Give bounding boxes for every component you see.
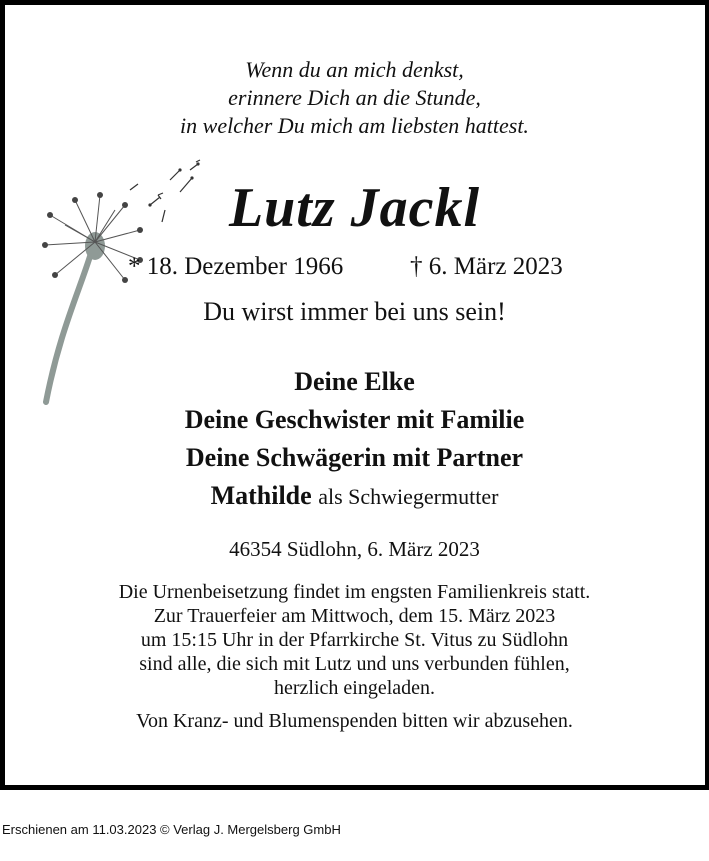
closing-line: Von Kranz- und Blumenspenden bitten wir abzusehen. bbox=[136, 710, 573, 732]
poem-line: in welcher Du mich am liebsten hattest. bbox=[180, 113, 529, 138]
mourner-relation: als Schwiegermutter bbox=[318, 484, 499, 509]
birth-date: * 18. Dezember 1966 bbox=[128, 253, 344, 280]
notice-line: Die Urnenbeisetzung findet im engsten Familienkreis statt. bbox=[118, 581, 591, 603]
mourner-line bbox=[0, 477, 709, 516]
mourners-list bbox=[0, 363, 709, 516]
deceased-name: Lutz Jackl bbox=[228, 177, 481, 239]
funeral-notice bbox=[0, 580, 709, 700]
motto: Du wirst immer bei uns sein! bbox=[203, 297, 506, 326]
poem-line: Wenn du an mich denkst, bbox=[245, 57, 464, 82]
notice-line: um 15:15 Uhr in der Pfarrkirche St. Vitus zu Südlohn bbox=[140, 629, 569, 651]
mourner-line: Deine Geschwister mit Familie bbox=[184, 405, 525, 434]
notice-line: herzlich eingeladen. bbox=[273, 677, 436, 699]
notice-line: Zur Trauerfeier am Mittwoch, dem 15. März 2023 bbox=[153, 605, 556, 627]
notice-line: sind alle, die sich mit Lutz und uns verbunden fühlen, bbox=[139, 653, 570, 675]
poem bbox=[0, 56, 709, 140]
place-date: 46354 Südlohn, 6. März 2023 bbox=[229, 537, 480, 561]
mourner-line: Deine Elke bbox=[294, 367, 415, 396]
death-date: † 6. März 2023 bbox=[410, 253, 563, 280]
mourner-name: Mathilde bbox=[210, 481, 312, 510]
publication-footer: Erschienen am 11.03.2023 © Verlag J. Mergelsberg GmbH bbox=[2, 822, 341, 837]
poem-line: erinnere Dich an die Stunde, bbox=[228, 85, 481, 110]
mourner-line: Deine Schwägerin mit Partner bbox=[185, 443, 524, 472]
